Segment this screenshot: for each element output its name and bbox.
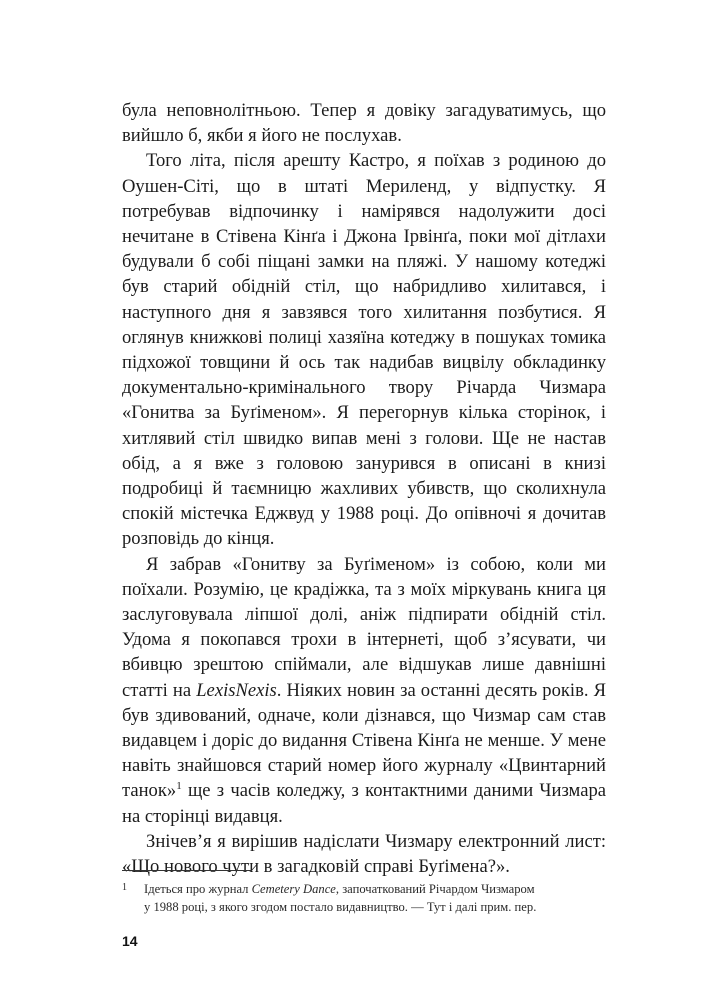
footnote-marker: 1 xyxy=(122,882,127,893)
footnote-text-end: , започаткований Річардом Чизмаром xyxy=(335,882,535,896)
paragraph-text: ще з часів коледжу, з контактними даними Чизмара на сторінці видавця. xyxy=(122,780,606,827)
footnote-reference: 1 xyxy=(176,780,182,793)
paragraph-text: Я забрав «Гонитву за Буґіменом» із собою, коли ми поїхали. Розумію, це крадіжка, та з моїх міркувань книга ця заслуговувала ліпшої долі, аніж підпирати обідній стіл. Удома я покопався трохи в інтернеті, щоб з’ясувати, чи вбивцю зрештою спіймали, але відшукав лише давнішні статті на xyxy=(122,553,606,701)
paragraph-text: Того літа, після арешту Кастро, я поїхав з родиною до Оушен-Сіті, що в штаті Мериленд, у відпустку. Я потребував відпочинку і намірявся надолужити досі нечитане в Стівена Кінґа і Джона Ірвінґа, поки мої дітлахи будували б собі піщані замки на пляжі. У нашому котеджі був старий обідній стіл, що набридливо хилитався, і наступного дня я завзявся того хилитання позбутися. Я оглянув книжкові полиці хазяїна котеджу в пошуках томика підхожої товщини й ось так надибав вицвілу обкладинку документально-кримінального твору Річарда Чизмара «Гонитва за Буґіменом». Я перегорнув кілька сторінок, і хитлявий стіл швидко випав мені з голови. Ще не настав обід, а я вже з головою занурився в описані в книзі подробиці й таємницю жахливих убивств, що сколихнула спокій містечка Еджвуд у 1988 році. До опівночі я дочитав розповідь до кінця. xyxy=(122,150,606,550)
paragraph xyxy=(122,98,606,148)
footnote-line-1 xyxy=(122,879,606,898)
paragraph xyxy=(122,829,606,879)
footnote-line-2: у 1988 році, з якого згодом постало видавництво. — Тут і далі прим. пер. xyxy=(144,900,537,914)
paragraph xyxy=(122,148,606,551)
footnote-divider xyxy=(122,870,252,871)
paragraph-text: була неповнолітньою. Тепер я довіку загадуватимусь, що вийшло б, якби я його не послухав. xyxy=(122,100,606,147)
footnote xyxy=(122,879,606,916)
main-text xyxy=(122,98,606,879)
paragraph-text: . Ніяких новин за останні десять років. Я був здивований, одначе, коли дізнався, що Чизмар сам став видавцем і доріс до видання Стівена Кінґа не менше. У мене навіть знайшовся старий номер його журналу «Цвинтарний танок» xyxy=(122,679,607,802)
footnote-text-start: Ідеться про журнал xyxy=(144,882,252,896)
page-number: 14 xyxy=(122,933,138,949)
paragraph-text: Знічев’я я вирішив надіслати Чизмару електронний лист: «Що нового чути в загадковій справі Буґімена?». xyxy=(122,830,606,878)
paragraph xyxy=(122,552,606,829)
italic-text: LexisNexis xyxy=(196,679,277,701)
footnote-journal-title: Cemetery Dance xyxy=(251,882,336,896)
